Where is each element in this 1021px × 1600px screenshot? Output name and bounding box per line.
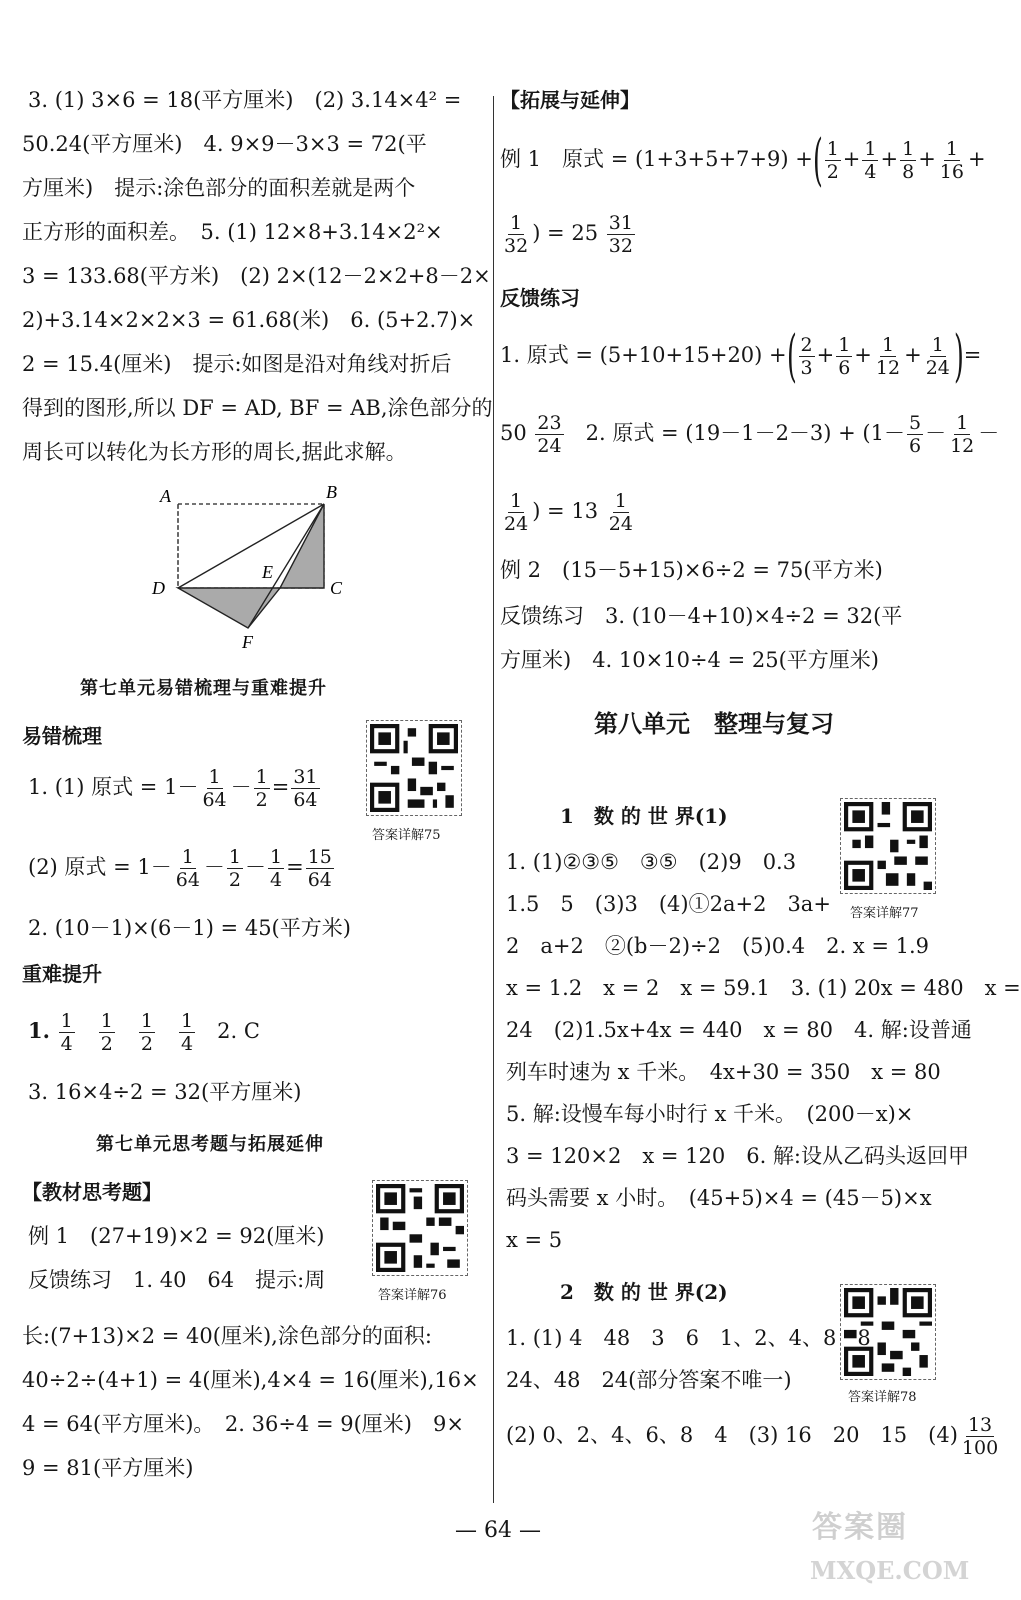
answer-line: 1. (1) 4 48 3 6 1、2、4、8 8 [506, 1326, 871, 1350]
label-E: E [262, 562, 273, 582]
qr-caption: 答案详解78 [848, 1390, 917, 1405]
answer-line: 2)+3.14×2×2×3 = 61.68(米) 6. (5+2.7)× [22, 308, 476, 332]
unit-title: 第八单元 整理与复习 [594, 709, 834, 738]
answer-line: 正方形的面积差。 5. (1) 12×8+3.14×2²× [22, 220, 443, 244]
answer-line: 1. (1) 原式 = 1－ $\frac{1}{64}$ － $\frac{1}{2}$ = $\frac{31}{64}$ [28, 766, 318, 811]
answer-line: x = 1.2 x = 2 x = 59.1 3. (1) 20x = 480 x = [506, 976, 1021, 1000]
answer-line: 3 = 120×2 x = 120 6. 解:设从乙码头返回甲 [506, 1144, 970, 1168]
answer-line: 2 = 15.4(厘米) 提示:如图是沿对角线对折后 [22, 352, 452, 376]
answer-line: 50 $\frac{23}{24}$ 2. 原式 = (19－1－2－3) + (1－ $\frac{5}{6}$ － $\frac{1}{12}$ － [500, 412, 1000, 457]
section-title: 第七单元易错梳理与重难提升 [80, 678, 327, 699]
answer-line: $\frac{1}{24}$ ) = 13 $\frac{1}{24}$ [504, 490, 633, 535]
answer-line: 反馈练习 1. 40 64 提示:周 [28, 1268, 326, 1292]
qr-caption: 答案详解75 [372, 828, 441, 843]
answer-line: 3 = 133.68(平方米) (2) 2×(12－2×2+8－2× [22, 264, 491, 288]
answer-line: 4 = 64(平方厘米)。 2. 36÷4 = 9(厘米) 9× [22, 1412, 464, 1436]
qr-code-77[interactable] [840, 798, 936, 894]
answer-line: 得到的图形,所以 DF = AD, BF = AB,涂色部分的 [22, 396, 493, 420]
answer-line: 例 1 (27+19)×2 = 92(厘米) [28, 1224, 325, 1248]
answer-line: 反馈练习 3. (10－4+10)×4÷2 = 32(平 [500, 604, 903, 628]
answer-line: 1. 原式 = (5+10+15+20) +( $\frac{2}{3}$ + $\frac{1}{6}$ + $\frac{1}{12}$ + $\frac{1}{24}$ )= [500, 323, 982, 389]
answer-line: 3. 16×4÷2 = 32(平方厘米) [28, 1080, 302, 1104]
label-D: D [152, 578, 165, 598]
label-C: C [330, 578, 343, 598]
answer-line: 50.24(平方厘米) 4. 9×9－3×3 = 72(平 [22, 132, 427, 156]
answer-line: 例 1 原式 = (1+3+5+7+9) +( $\frac{1}{2}$ + $\frac{1}{4}$ + $\frac{1}{8}$ + $\frac{1}{16}$ + [500, 127, 986, 193]
label-A: A [160, 486, 171, 506]
answer-line: 方厘米) 提示:涂色部分的面积差就是两个 [22, 176, 416, 200]
answer-line: x = 5 [506, 1228, 563, 1252]
qr-caption: 答案详解76 [378, 1288, 447, 1303]
answer-line: 40÷2÷(4+1) = 4(厘米),4×4 = 16(厘米),16× [22, 1368, 479, 1392]
answer-line: 24、48 24(部分答案不唯一) [506, 1368, 792, 1392]
section-title: 第七单元思考题与拓展延伸 [96, 1134, 324, 1155]
column-divider [493, 96, 494, 1503]
subsection-heading: 反馈练习 [500, 286, 580, 310]
answer-line: 24 (2)1.5x+4x = 440 x = 80 4. 解:设普通 [506, 1018, 972, 1042]
label-B: B [326, 482, 337, 502]
answer-line: 例 2 (15－5+15)×6÷2 = 75(平方米) [500, 558, 883, 582]
answer-line: 周长可以转化为长方形的周长,据此求解。 [22, 440, 407, 464]
folded-rectangle-figure [150, 478, 360, 658]
answer-line: 5. 解:设慢车每小时行 x 千米。 (200－x)× [506, 1102, 914, 1126]
answer-line: 码头需要 x 小时。 (45+5)×4 = (45－5)×x [506, 1186, 932, 1210]
answer-line: (2) 原式 = 1－ $\frac{1}{64}$ － $\frac{1}{2}$ － $\frac{1}{4}$ = $\frac{15}{64}$ [28, 846, 332, 891]
subsection-heading: 重难提升 [22, 962, 102, 986]
subsection-heading: 【教材思考题】 [22, 1180, 162, 1204]
subsection-heading: 【拓展与延伸】 [500, 88, 640, 112]
watermark-url: MXQE.COM [810, 1556, 970, 1585]
lesson-title: 1 数 的 世 界(1) [560, 804, 728, 828]
answer-line: 长:(7+13)×2 = 40(厘米),涂色部分的面积: [22, 1324, 432, 1348]
answer-line: (2) 0、2、4、6、8 4 (3) 16 20 15 (4) $\frac{13}{100}$ [506, 1414, 999, 1459]
qr-caption: 答案详解77 [850, 906, 919, 921]
answer-line: 1. (1)②③⑤ ③⑤ (2)9 0.3 [506, 850, 797, 874]
label-F: F [242, 632, 253, 652]
qr-code-75[interactable] [366, 720, 462, 816]
answer-line: $\frac{1}{32}$ ) = 25 $\frac{31}{32}$ [504, 212, 633, 257]
subsection-heading: 易错梳理 [22, 724, 102, 748]
lesson-title: 2 数 的 世 界(2) [560, 1280, 728, 1304]
qr-code-76[interactable] [372, 1180, 468, 1276]
answer-line: 1. $\frac{1}{4}$ $\frac{1}{2}$ $\frac{1}{2}$ $\frac{1}{4}$ 2. C [28, 1010, 260, 1055]
answer-line: 9 = 81(平方厘米) [22, 1456, 194, 1480]
answer-line: 2. (10－1)×(6－1) = 45(平方米) [28, 916, 351, 940]
answer-line: 3. (1) 3×6 = 18(平方厘米) (2) 3.14×4² = [28, 88, 462, 112]
watermark-logo: 答案圈 [812, 1510, 908, 1545]
page-number: — 64 — [455, 1518, 541, 1543]
answer-line: 2 a+2 ②(b－2)÷2 (5)0.4 2. x = 1.9 [506, 934, 930, 958]
answer-line: 列车时速为 x 千米。 4x+30 = 350 x = 80 [506, 1060, 941, 1084]
answer-line: 方厘米) 4. 10×10÷4 = 25(平方厘米) [500, 648, 879, 672]
answer-line: 1.5 5 (3)3 (4)①2a+2 3a+ [506, 892, 831, 916]
